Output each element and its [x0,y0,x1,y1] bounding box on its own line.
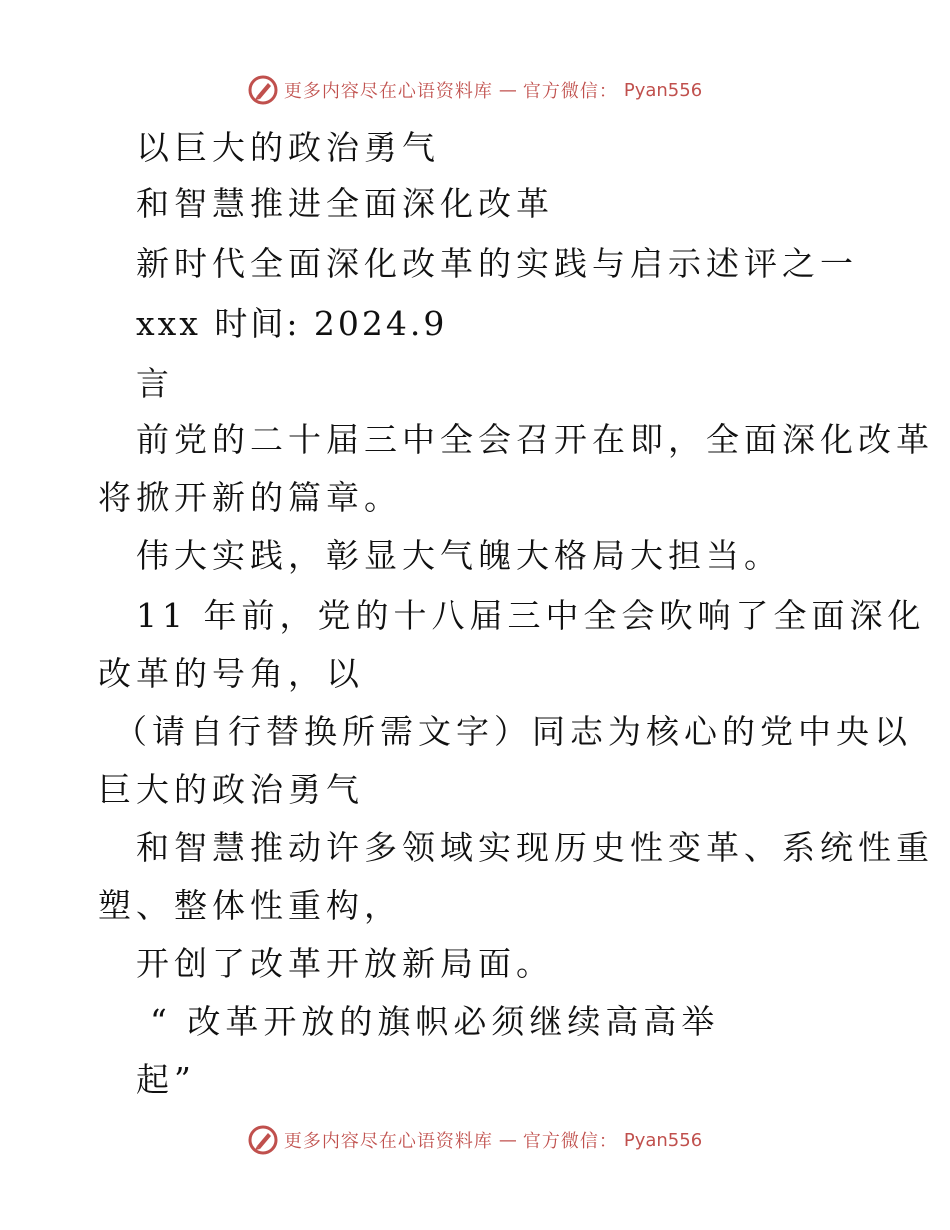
section-label: 言 [136,364,174,403]
title-line-1: 以巨大的政治勇气 [136,128,440,167]
paragraph-line: 巨大的政治勇气 [98,770,364,809]
paragraph-line: 和智慧推动许多领域实现历史性变革、系统性重 [136,828,934,867]
pen-logo-icon [248,75,278,105]
paragraph-line: 塑、整体性重构， [98,886,402,925]
banner-main-text: 更多内容尽在心语资料库 [283,81,493,102]
banner-sub-text: 官方微信： [522,81,618,102]
footer-banner [0,1120,950,1160]
paragraph-line: 伟大实践，彰显大气魄大格局大担当。 [136,536,782,575]
banner-separator: — [498,1129,517,1151]
header-banner [0,70,950,110]
subtitle: 新时代全面深化改革的实践与启示述评之一 [136,244,858,283]
title-line-2: 和智慧推进全面深化改革 [136,184,554,223]
meta-line: xxx 时间: 2024.9 [136,304,448,343]
pen-logo-icon [248,1125,278,1155]
banner-account: Pyan556 [623,79,703,101]
paragraph-line: （请自行替换所需文字）同志为核心的党中央以 [114,712,912,751]
paragraph-line: 开创了改革开放新局面。 [136,944,554,983]
paragraph-line: 11 年前，党的十八届三中全会吹响了全面深化 [136,596,926,635]
paragraph-line: 改革的号角，以 [98,654,364,693]
banner-account: Pyan556 [623,1129,703,1151]
banner-separator: — [498,79,517,101]
banner-main-text: 更多内容尽在心语资料库 [283,1131,493,1152]
paragraph-line: 起” [136,1060,196,1099]
banner-sub-text: 官方微信： [522,1131,618,1152]
paragraph-line: 前党的二十届三中全会召开在即，全面深化改革 [136,420,934,459]
paragraph-line: “ 改革开放的旗帜必须继续高高举 [150,1002,720,1041]
paragraph-line: 将掀开新的篇章。 [98,478,402,517]
